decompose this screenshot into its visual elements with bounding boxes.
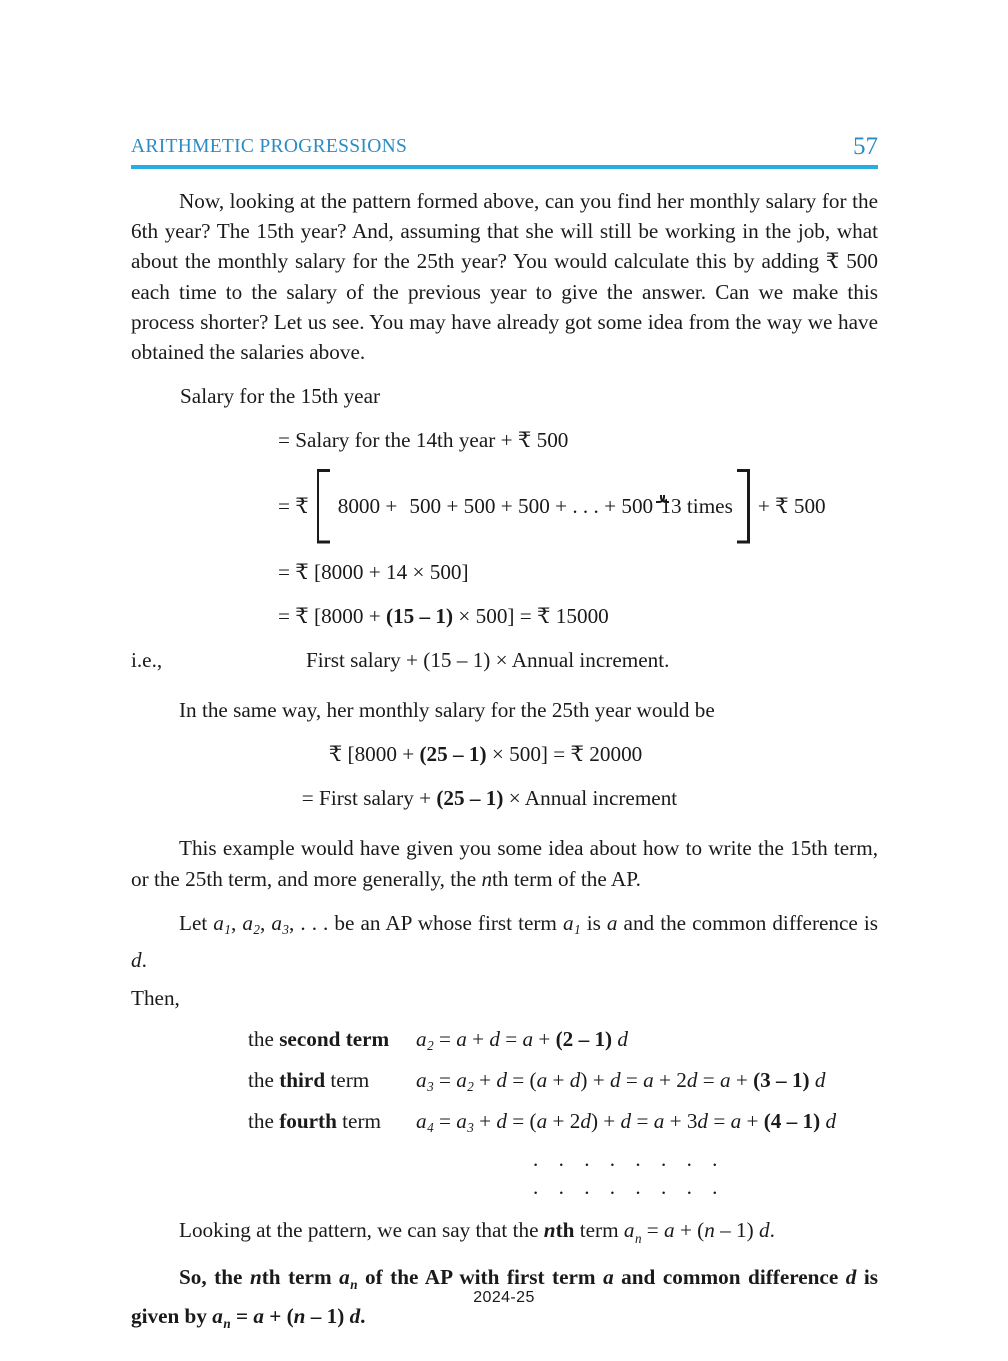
paragraph-intro: Now, looking at the pattern formed above, can you find her monthly salary for the 6th year? The 15th year? And, assuming that she will still be working in the job, what about the monthly salary for the 25th year? You would calculate this by adding ₹ 500 each time to the salary of the previous year to give the answer. Can we make this process shorter? Let us see. You may have already got some idea from the way we have obtained the salaries above. xyxy=(131,189,878,365)
fraction-numerator: 500 + 500 + 500 + . . . + 500 xyxy=(409,493,654,518)
second-term-bold-expr: (2 – 1) xyxy=(555,1026,613,1051)
fourth-term-expr-end: d xyxy=(825,1109,837,1134)
var-a3-eq: $a_3$ xyxy=(416,1067,434,1095)
year25-equation-2 xyxy=(131,783,878,813)
inner-term: 8000 + xyxy=(337,493,398,518)
var-a1-ref: $a_1$ xyxy=(562,910,581,938)
var-a: a xyxy=(606,910,618,935)
year25-eq2-post: × Annual increment xyxy=(503,786,678,811)
bold-second-term: second term xyxy=(279,1026,390,1051)
var-a1: $a_1$ xyxy=(213,910,231,938)
salary-equation-2-bracketed xyxy=(278,463,878,549)
third-term-expr: = $a_2 + d = (a + d) + d = a + 2d = a$ + xyxy=(438,1067,754,1095)
equation-4-pre: = ₹ [8000 + xyxy=(278,604,386,629)
underbraced-fraction xyxy=(403,493,736,520)
bold-third: third xyxy=(279,1067,326,1092)
third-term-expr-end: d xyxy=(814,1067,826,1092)
equation-4-bold: (15 – 1) xyxy=(386,604,454,629)
fourth-term-bold-expr: (4 – 1) xyxy=(763,1109,821,1134)
year25-eq-post: × 500] = ₹ 20000 xyxy=(486,742,643,767)
var-a3: $a_3$ xyxy=(271,910,289,938)
header-rule xyxy=(131,165,878,169)
paragraph-looking-pattern: Looking at the pattern, we can say that the nth term $a_n = a + (n - 1)$ d. xyxy=(179,1218,775,1246)
paragraph-let-ap: Let $a_1$, $a_2$, $a_3$, . . . be an AP whose first term $a_1$ is a and the common difference is d. xyxy=(131,910,879,973)
running-head xyxy=(131,133,878,164)
ellipsis-row-1: . . . . . . . . xyxy=(533,1147,725,1172)
ie-text: First salary + (15 – 1) × Annual increment. xyxy=(306,648,670,673)
salary-heading: Salary for the 15th year xyxy=(180,384,381,409)
var-a2-eq: $a_2$ xyxy=(416,1026,434,1053)
bold-nth: nth xyxy=(543,1218,575,1243)
term-row-second xyxy=(248,1022,878,1063)
term-label-fourth: the fourth term xyxy=(248,1109,381,1134)
paragraph-this-example: This example would have given you some idea about how to write the 15th term, or the 25th term, and more generally, the nth term of the AP. xyxy=(131,836,878,891)
running-head-title: ARITHMETIC PROGRESSIONS xyxy=(131,136,408,157)
paragraph-same-way: In the same way, her monthly salary for the 25th year would be xyxy=(179,698,715,723)
paragraph-then: Then, xyxy=(131,986,180,1011)
page-number: 57 xyxy=(853,133,878,160)
left-bracket xyxy=(317,469,330,543)
var-d: d xyxy=(131,948,142,973)
term-row-third xyxy=(248,1063,878,1104)
equation-lead: = ₹ xyxy=(278,494,309,519)
page-content xyxy=(131,186,878,1339)
year25-eq2-pre: = First salary + xyxy=(301,786,437,811)
italic-n: n xyxy=(481,866,493,891)
term-row-fourth xyxy=(248,1104,878,1145)
salary-equation-4 xyxy=(278,601,878,631)
underbrace-tick xyxy=(654,495,671,502)
var-an: $a_n$ xyxy=(623,1218,642,1246)
bold-fourth: fourth xyxy=(279,1109,337,1134)
var-a2: $a_2$ xyxy=(242,910,260,938)
fourth-term-expr: = $a_3 + d = (a + 2d) + d = a + 3d = a$ + xyxy=(438,1109,764,1136)
equation-4-post: × 500] = ₹ 15000 xyxy=(453,604,609,629)
page-footer: 2024-25 xyxy=(473,1289,535,1306)
salary-equation-3: = ₹ [8000 + 14 × 500] xyxy=(278,560,469,585)
term-label-third: the third term xyxy=(248,1067,370,1092)
year25-eq2-bold: (25 – 1) xyxy=(436,786,504,811)
fraction-denominator: 13 times xyxy=(660,493,733,518)
ellipsis-row-2: . . . . . . . . xyxy=(533,1175,725,1200)
year25-equation-1 xyxy=(131,739,878,769)
ie-label: i.e., xyxy=(131,648,163,673)
bold-conclusion: So, the nth term $a_n$ of the AP with first term a and common difference d is given by $a_n = a + (n - 1)$ d. xyxy=(131,1264,878,1332)
second-term-expr-end: d xyxy=(617,1026,629,1051)
third-term-bold-expr: (3 – 1) xyxy=(753,1067,810,1092)
ie-row xyxy=(131,645,878,675)
var-a4-eq: $a_4$ xyxy=(416,1109,434,1136)
terms-block xyxy=(248,1022,878,1202)
right-bracket xyxy=(737,469,750,543)
second-term-expr: = a + d = a + xyxy=(438,1026,556,1051)
year25-eq-bold: (25 – 1) xyxy=(419,742,487,767)
term-label-second: the second term xyxy=(248,1026,390,1051)
equation-trailing: + ₹ 500 xyxy=(757,494,826,519)
year25-eq-pre: ₹ [8000 + xyxy=(328,742,420,767)
salary-equation-1: = Salary for the 14th year + ₹ 500 xyxy=(278,428,569,453)
